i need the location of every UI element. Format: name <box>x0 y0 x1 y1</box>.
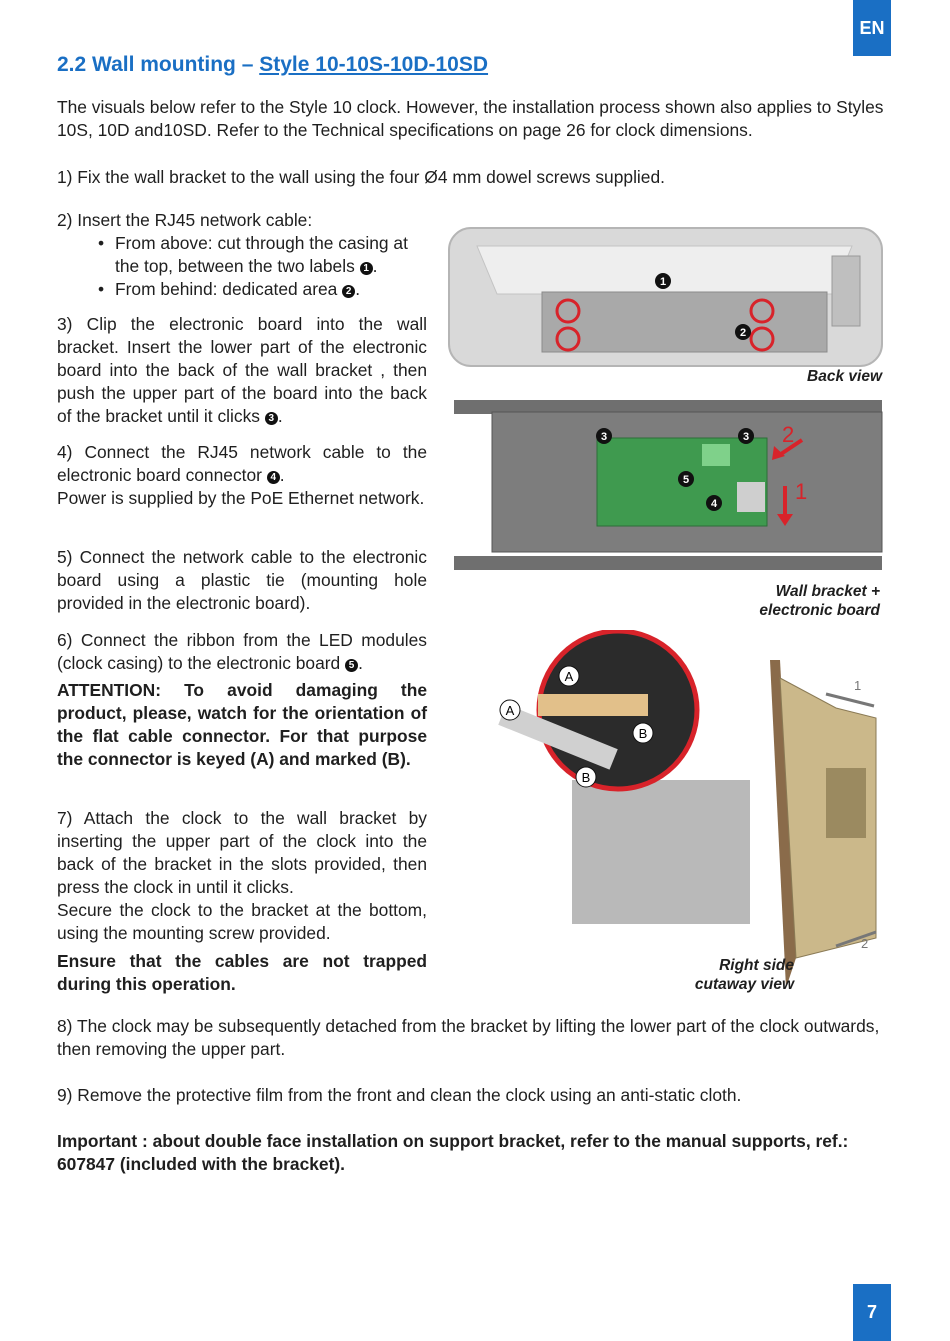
caption-right-side <box>640 956 794 994</box>
connector-figure <box>468 630 756 930</box>
step-4: 4) Connect the RJ45 network cable to the electronic board connector 4 . Power is supplied by the PoE Ethernet network. <box>57 442 427 508</box>
step-8: 8) The clock may be subsequently detached from the bracket by lifting the lower part of the clock outwards, then removing the upper part. <box>57 1016 880 1059</box>
step-7-secure: Secure the clock to the bracket at the bottom, using the mounting screw provided. <box>57 900 427 943</box>
marker-B2: B <box>581 770 591 785</box>
side-label-2: 2 <box>861 936 869 951</box>
label-1: 1 <box>659 276 667 288</box>
num-badge: 5 <box>345 659 358 672</box>
caption-line-1: Wall bracket + <box>775 583 880 600</box>
step-2-title: 2) Insert the RJ45 network cable: <box>57 210 313 230</box>
marker-B: B <box>638 726 648 741</box>
caption-wall-bracket <box>700 582 880 620</box>
num-badge: 4 <box>267 471 280 484</box>
step-9: 9) Remove the protective film from the front and clean the clock using an anti-static cloth. <box>57 1085 742 1105</box>
caption-back-view: Back view <box>807 368 882 385</box>
back-view-figure <box>447 226 884 368</box>
board-connector <box>702 444 730 466</box>
step-4-text: 4) Connect the RJ45 network cable to the electronic board connector <box>57 442 427 485</box>
side-view-figure <box>766 658 888 998</box>
language-tab: EN <box>853 0 891 56</box>
wall-bracket-figure <box>452 396 884 574</box>
step-7-text: 7) Attach the clock to the wall bracket by inserting the upper part of the clock into the back of the bracket in the slots provided, then press the clock in until it clicks. <box>57 808 427 897</box>
side-part <box>832 256 860 326</box>
connector-photo-small <box>572 780 750 924</box>
step-2-bullet-1: • From above: cut through the casing at the top, between the two labels 1 . <box>98 233 408 276</box>
intro-paragraph: The visuals below refer to the Style 10 clock. However, the installation process shown also applies to Styles 10S, 10D and10SD. Refer to the Technical specifications on page 26 for clock dimensions. <box>57 97 884 140</box>
caption-line-2: electronic board <box>759 602 880 619</box>
num-badge: 2 <box>342 285 355 298</box>
section-heading <box>57 53 488 77</box>
caption-line-1: Right side <box>719 957 794 974</box>
step-2-bullet-2: • From behind: dedicated area 2 . <box>98 279 361 299</box>
step-3: 3) Clip the electronic board into the wall bracket. Insert the lower part of the electronic board into the back of the wall bracket , then push the upper part of the board into the back of the bracket until it clicks 3 . <box>57 314 427 426</box>
side-label-1: 1 <box>854 678 862 693</box>
bullet-2-text: From behind: dedicated area <box>115 279 338 299</box>
step-7-ensure: Ensure that the cables are not trapped during this operation. <box>57 951 427 994</box>
internal-board <box>826 768 866 838</box>
arrow-label-2: 2 <box>782 422 795 447</box>
heading-prefix: 2.2 Wall mounting – <box>57 53 260 76</box>
page-number: 7 <box>853 1284 891 1341</box>
num-badge: 1 <box>360 262 373 275</box>
step-7 <box>57 807 427 945</box>
label-2: 2 <box>739 327 747 339</box>
bracket-plate <box>542 292 827 352</box>
attention-notice: ATTENTION: To avoid damaging the product, please, watch for the orientation of the flat cable connector. For that purpose the connector is keyed (A) and marked (B). <box>57 680 427 769</box>
step-4-power: Power is supplied by the PoE Ethernet network. <box>57 488 425 508</box>
connector-strip <box>538 694 648 716</box>
step-6: 6) Connect the ribbon from the LED modules (clock casing) to the electronic board 5 . <box>57 630 427 673</box>
label-3a: 3 <box>600 431 608 443</box>
heading-link[interactable]: Style 10-10S-10D-10SD <box>259 53 489 76</box>
important-note: Important : about double face installation on support bracket, refer to the manual supports, ref.: 607847 (included with the bracket). <box>57 1131 849 1174</box>
step-3-text: 3) Clip the electronic board into the wall bracket. Insert the lower part of the electronic board into the back of the wall bracket , then push the upper part of the board into the back of the bracket until it clicks <box>57 314 427 426</box>
arrow-1 <box>826 694 874 706</box>
label-3b: 3 <box>742 431 750 443</box>
caption-line-2: cutaway view <box>694 976 794 993</box>
bracket-bottom-rail <box>454 556 882 570</box>
step-5: 5) Connect the network cable to the electronic board using a plastic tie (mounting hole provided in the electronic board). <box>57 547 427 613</box>
arrow-label-1: 1 <box>795 479 808 504</box>
step-6-text: 6) Connect the ribbon from the LED modules (clock casing) to the electronic board <box>57 630 427 673</box>
step-1: 1) Fix the wall bracket to the wall using the four Ø4 mm dowel screws supplied. <box>57 167 665 187</box>
marker-A: A <box>564 669 574 684</box>
rj45-port <box>737 482 765 512</box>
num-badge: 3 <box>265 412 278 425</box>
marker-A2: A <box>505 703 515 718</box>
label-5: 5 <box>682 474 690 486</box>
bullet-1-text: From above: cut through the casing at the top, between the two labels <box>115 233 408 276</box>
label-4: 4 <box>710 498 718 510</box>
